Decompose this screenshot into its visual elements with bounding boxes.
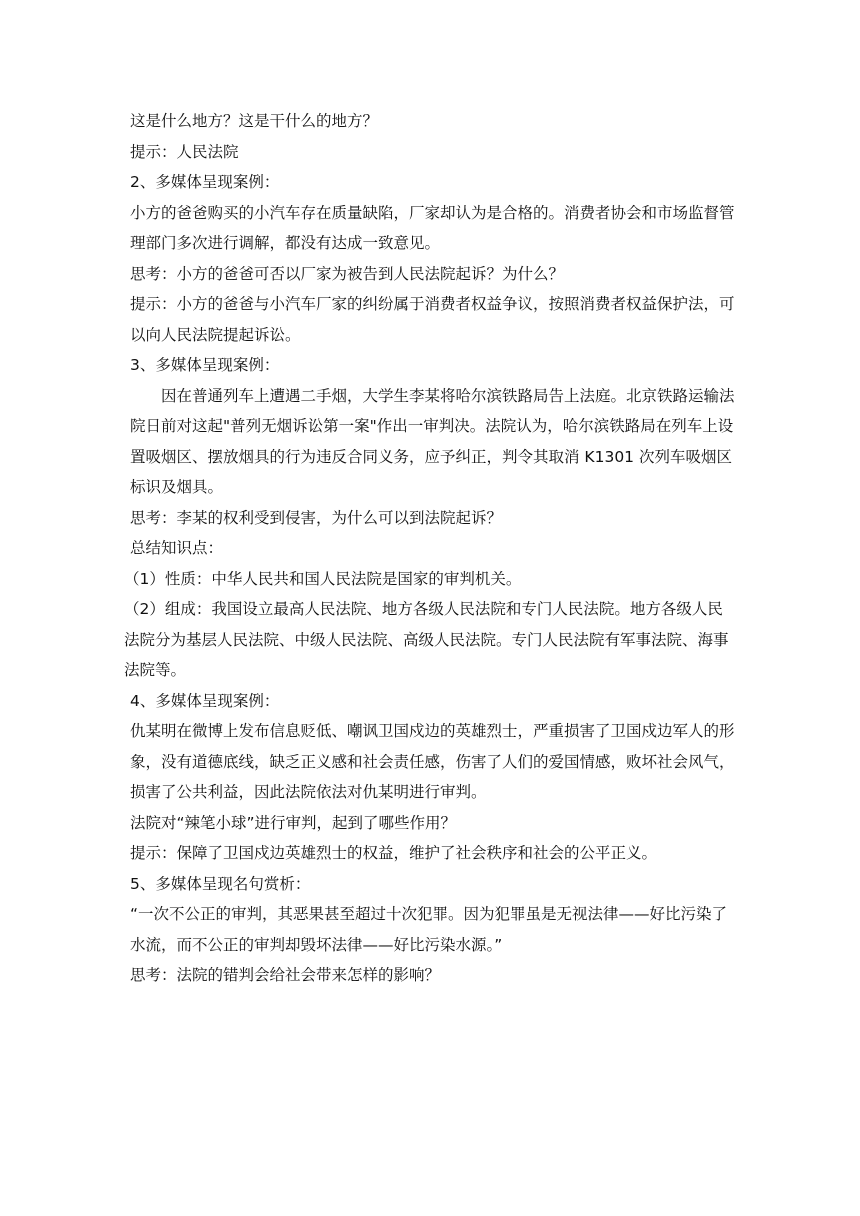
hint-paragraph: 提示：小方的爸爸与小汽车厂家的纠纷属于消费者权益争议，按照消费者权益保护法，可以向人民法院提起诉讼。: [130, 295, 735, 344]
think-line: 思考：小方的爸爸可否以厂家为被告到人民法院起诉？为什么？: [130, 264, 565, 283]
quote-paragraph: “一次不公正的审判，其恶果甚至超过十次犯罪。因为犯罪虽是无视法律——好比污染了水流，而不公正的审判却毁坏法律——好比污染水源。”: [130, 905, 728, 954]
case-heading: 4、多媒体呈现案例：: [130, 691, 280, 710]
summary-item: （2）组成：我国设立最高人民法院、地方各级人民法院和专门人民法院。地方各级人民法院分为基层人民法院、中级人民法院、高级人民法院。专门人民法院有军事法院、海事法院等。: [124, 600, 729, 679]
think-line: 思考：法院的错判会给社会带来怎样的影响？: [130, 966, 441, 984]
case-heading: 2、多媒体呈现案例：: [130, 173, 280, 191]
case-question: 法院对“辣笔小球”进行审判，起到了哪些作用？: [130, 813, 457, 832]
case-paragraph: 因在普通列车上遭遇二手烟，大学生李某将哈尔滨铁路局告上法庭。北京铁路运输法院日前对这起"普列无烟诉讼第一案"作出一审判决。法院认为，哈尔滨铁路局在列车上设置吸烟区、摆放烟具的行为违反合同义务，应予纠正，判令其取消 K1301 次列车吸烟区标识及烟具。: [130, 386, 735, 496]
hint-line: 提示：保障了卫国戍边英雄烈士的权益，维护了社会秩序和社会的公平正义。: [130, 844, 658, 862]
think-line: 思考：李某的权利受到侵害，为什么可以到法院起诉？: [130, 508, 503, 527]
quote-heading: 5、多媒体呈现名句赏析：: [130, 874, 311, 893]
case-paragraph: 小方的爸爸购买的小汽车存在质量缺陷，厂家却认为是合格的。消费者协会和市场监督管理部门多次进行调解，都没有达成一致意见。: [130, 203, 735, 252]
document-body: [124, 106, 735, 991]
case-paragraph: 仇某明在微博上发布信息贬低、嘲讽卫国戍边的英雄烈士，严重损害了卫国戍边军人的形象，没有道德底线，缺乏正义感和社会责任感，伤害了人们的爱国情感，败坏社会风气，损害了公共利益，因此法院依法对仇某明进行审判。: [130, 722, 735, 801]
question-line: 这是什么地方？这是干什么的地方？: [130, 112, 379, 130]
summary-heading: 总结知识点：: [130, 539, 224, 557]
hint-line: 提示：人民法院: [130, 142, 239, 161]
summary-item: （1）性质：中华人民共和国人民法院是国家的审判机关。: [124, 569, 522, 588]
case-heading: 3、多媒体呈现案例：: [130, 356, 280, 374]
